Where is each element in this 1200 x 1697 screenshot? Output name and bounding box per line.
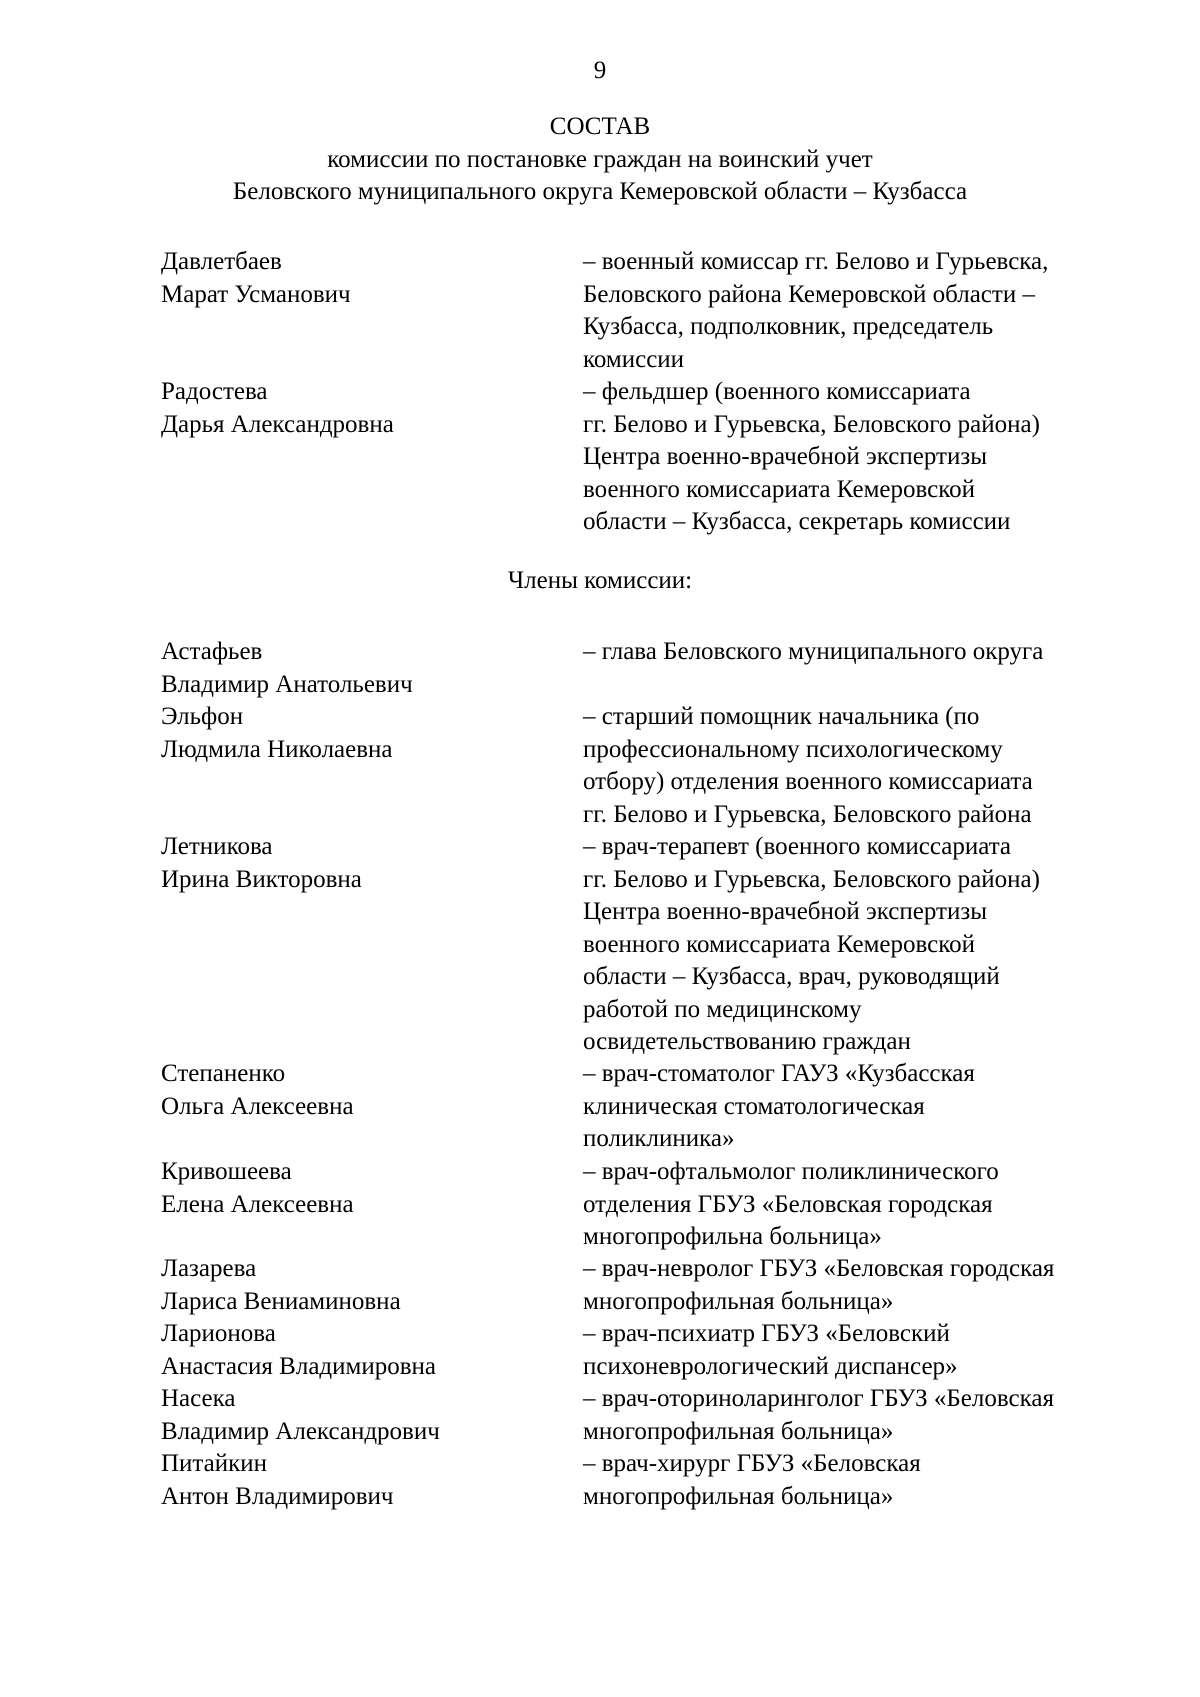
person-surname: Кривошеева	[161, 1158, 292, 1185]
person-surname: Питайкин	[161, 1450, 268, 1477]
person-name	[161, 636, 413, 701]
person-name	[161, 701, 393, 766]
person-role	[583, 246, 1123, 376]
person-given-names: Лариса Вениаминовна	[161, 1287, 401, 1315]
title-line-1: комиссии по постановке граждан на воинский учет	[327, 145, 873, 173]
role-line: многопрофильная больница»	[583, 1287, 894, 1315]
role-line: освидетельствованию граждан	[583, 1028, 911, 1055]
role-line: – врач-психиатр ГБУЗ «Беловский	[583, 1320, 950, 1347]
role-line: Кузбасса, подполковник, председатель	[583, 313, 994, 340]
person-surname: Лазарева	[161, 1255, 257, 1282]
person-surname: Насека	[161, 1385, 236, 1412]
person-surname: Летникова	[161, 833, 273, 860]
person-name	[161, 246, 351, 311]
person-name	[161, 1058, 354, 1123]
person-role	[583, 1383, 1123, 1448]
person-name	[161, 376, 394, 441]
role-line: – старший помощник начальника (по	[583, 703, 980, 730]
person-surname: Эльфон	[161, 703, 244, 730]
person-role	[583, 1318, 1123, 1383]
person-given-names: Елена Алексеевна	[161, 1190, 354, 1218]
role-line: военного комиссариата Кемеровской	[583, 475, 976, 503]
person-role	[583, 1448, 1123, 1513]
role-line: Беловского района Кемеровской области –	[583, 280, 1035, 308]
role-line: – врач-оториноларинголог ГБУЗ «Беловская	[583, 1385, 1054, 1412]
role-line: – фельдшер (военного комиссариата	[583, 378, 971, 405]
title-heading: СОСТАВ	[549, 113, 651, 140]
person-given-names: Антон Владимирович	[161, 1482, 394, 1510]
person-name	[161, 1253, 401, 1318]
role-line: военного комиссариата Кемеровской	[583, 930, 976, 958]
person-name	[161, 1156, 354, 1221]
person-surname: Астафьев	[161, 638, 263, 665]
person-given-names: Дарья Александровна	[161, 410, 394, 438]
person-surname: Давлетбаев	[161, 248, 282, 275]
role-line: гг. Белово и Гурьевска, Беловского района)	[583, 410, 1040, 438]
members-heading: Члены комиссии:	[507, 567, 693, 594]
role-line: – врач-невролог ГБУЗ «Беловская городская	[583, 1255, 1055, 1282]
role-line: – врач-терапевт (военного комиссариата	[583, 833, 1012, 860]
document-title	[0, 111, 1200, 209]
person-role	[583, 1156, 1123, 1254]
person-given-names: Марат Усманович	[161, 280, 351, 308]
page-number: 9	[593, 57, 607, 84]
person-role	[583, 831, 1123, 1059]
role-line: профессиональному психологическому	[583, 735, 1003, 763]
person-role	[583, 1253, 1123, 1318]
person-name	[161, 831, 362, 896]
role-line: отбору) отделения военного комиссариата	[583, 768, 1033, 795]
role-line: – врач-хирург ГБУЗ «Беловская	[583, 1450, 921, 1477]
role-line: гг. Белово и Гурьевска, Беловского района	[583, 800, 1032, 828]
person-surname: Ларионова	[161, 1320, 276, 1347]
person-role	[583, 376, 1123, 539]
role-line: – военный комиссар гг. Белово и Гурьевска,	[583, 248, 1049, 275]
title-line-2: Беловского муниципального округа Кемеровской области – Кузбасса	[232, 178, 968, 205]
person-given-names: Анастасия Владимировна	[161, 1352, 436, 1380]
person-role	[583, 636, 1123, 669]
person-given-names: Владимир Александрович	[161, 1417, 440, 1445]
person-role	[583, 701, 1123, 831]
role-line: гг. Белово и Гурьевска, Беловского района)	[583, 865, 1040, 893]
role-line: области – Кузбасса, секретарь комиссии	[583, 508, 1011, 535]
person-surname: Радостева	[161, 378, 268, 405]
role-line: поликлиника»	[583, 1125, 735, 1152]
person-role	[583, 1058, 1123, 1156]
role-line: многопрофильная больница»	[583, 1417, 894, 1445]
person-surname: Степаненко	[161, 1060, 286, 1087]
role-line: многопрофильная больница»	[583, 1482, 894, 1510]
role-line: Центра военно-врачебной экспертизы	[583, 443, 987, 470]
role-line: Центра военно-врачебной экспертизы	[583, 898, 987, 925]
role-line: области – Кузбасса, врач, руководящий	[583, 963, 1000, 990]
person-name	[161, 1448, 393, 1513]
person-name	[161, 1318, 436, 1383]
person-given-names: Ольга Алексеевна	[161, 1092, 354, 1120]
role-line: работой по медицинскому	[583, 995, 862, 1023]
person-given-names: Ирина Викторовна	[161, 865, 362, 893]
role-line: клиническая стоматологическая	[583, 1092, 925, 1120]
role-line: – врач-офтальмолог поликлинического	[583, 1158, 999, 1185]
role-line: многопрофильна больница»	[583, 1223, 882, 1250]
person-given-names: Людмила Николаевна	[161, 735, 393, 763]
role-line: комиссии	[583, 345, 685, 373]
role-line: отделения ГБУЗ «Беловская городская	[583, 1190, 993, 1218]
person-name	[161, 1383, 440, 1448]
role-line: – врач-стоматолог ГАУЗ «Кузбасская	[583, 1060, 975, 1087]
role-line: психоневрологический диспансер»	[583, 1352, 958, 1380]
role-line: – глава Беловского муниципального округа	[583, 638, 1044, 665]
person-given-names: Владимир Анатольевич	[161, 670, 413, 698]
